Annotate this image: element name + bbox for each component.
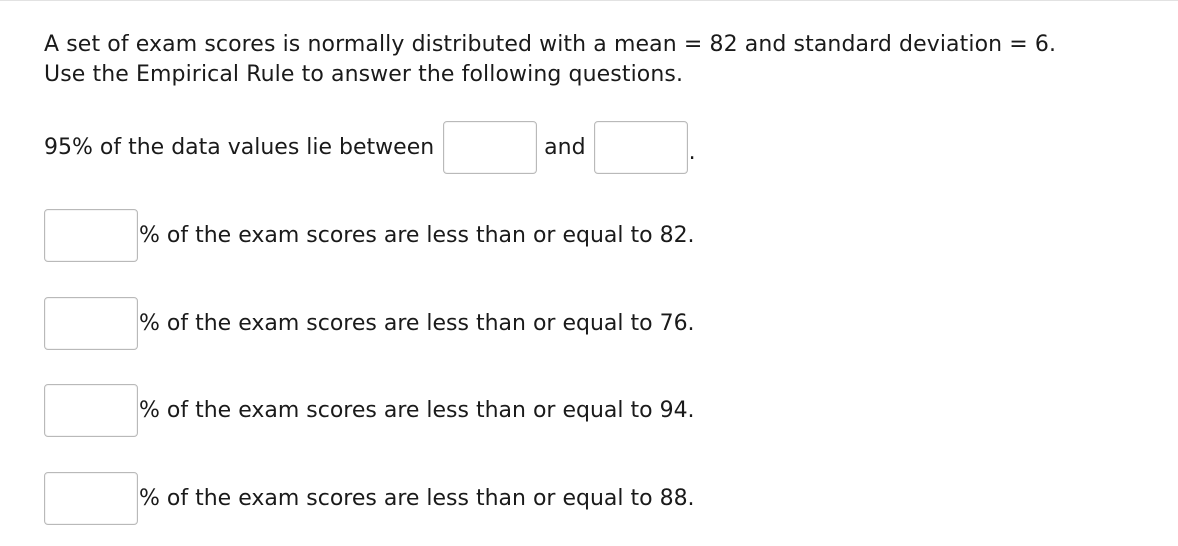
problem-line-1: A set of exam scores is normally distributed with a mean = 82 and standard deviation = 6. xyxy=(44,32,1057,57)
range-question xyxy=(44,121,696,174)
range-period: . xyxy=(688,140,696,165)
problem-statement xyxy=(44,30,1056,90)
percent-question-94 xyxy=(44,384,695,437)
top-divider xyxy=(0,0,1178,1)
percent-question-88 xyxy=(44,472,695,525)
percent-input-88[interactable] xyxy=(44,472,138,525)
range-question-label: 95% of the data values lie between xyxy=(44,135,435,160)
percent-input-94[interactable] xyxy=(44,384,138,437)
upper-bound-input[interactable] xyxy=(594,121,688,174)
percent-question-76 xyxy=(44,297,695,350)
percent-question-text: % of the exam scores are less than or equal to 94. xyxy=(139,398,695,423)
lower-bound-input[interactable] xyxy=(443,121,537,174)
problem-line-2: Use the Empirical Rule to answer the following questions. xyxy=(44,62,684,87)
percent-question-82 xyxy=(44,209,695,262)
percent-question-text: % of the exam scores are less than or equal to 88. xyxy=(139,486,695,511)
range-connector: and xyxy=(544,135,586,160)
percent-question-text: % of the exam scores are less than or equal to 82. xyxy=(139,223,695,248)
percent-input-82[interactable] xyxy=(44,209,138,262)
percent-input-76[interactable] xyxy=(44,297,138,350)
percent-question-text: % of the exam scores are less than or equal to 76. xyxy=(139,311,695,336)
